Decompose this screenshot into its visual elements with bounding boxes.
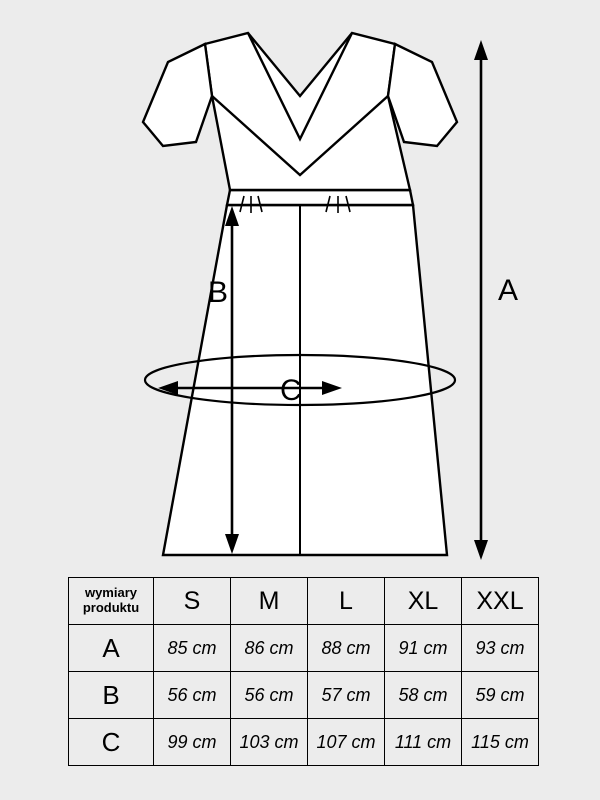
measure-b-label: B: [208, 276, 229, 309]
cell-c-xxl: 115 cm: [462, 719, 539, 766]
size-header-l: L: [308, 578, 385, 625]
cell-c-xl: 111 cm: [385, 719, 462, 766]
table-row: [69, 719, 539, 766]
corner-label-line2: produktu: [82, 600, 140, 615]
measure-c-label: C: [280, 374, 302, 407]
cell-b-xl: 58 cm: [385, 672, 462, 719]
cell-c-m: 103 cm: [231, 719, 308, 766]
row-label-c: C: [69, 719, 154, 766]
cell-a-m: 86 cm: [231, 625, 308, 672]
size-header-xxl: XXL: [462, 578, 539, 625]
cell-a-s: 85 cm: [154, 625, 231, 672]
size-header-m: M: [231, 578, 308, 625]
cell-a-xxl: 93 cm: [462, 625, 539, 672]
cell-b-s: 56 cm: [154, 672, 231, 719]
row-label-b: B: [69, 672, 154, 719]
table-corner-label: [69, 578, 154, 625]
cell-b-xxl: 59 cm: [462, 672, 539, 719]
size-header-s: S: [154, 578, 231, 625]
waistband: [227, 190, 413, 205]
cell-a-l: 88 cm: [308, 625, 385, 672]
table-row: [69, 672, 539, 719]
cell-b-m: 56 cm: [231, 672, 308, 719]
corner-label-line1: wymiary: [84, 585, 138, 601]
size-header-xl: XL: [385, 578, 462, 625]
cell-b-l: 57 cm: [308, 672, 385, 719]
table-row: [69, 625, 539, 672]
cell-c-l: 107 cm: [308, 719, 385, 766]
measure-a-label: A: [498, 274, 519, 307]
cell-a-xl: 91 cm: [385, 625, 462, 672]
row-label-a: A: [69, 625, 154, 672]
cell-c-s: 99 cm: [154, 719, 231, 766]
size-table: [68, 577, 539, 766]
table-header-row: [69, 578, 539, 625]
